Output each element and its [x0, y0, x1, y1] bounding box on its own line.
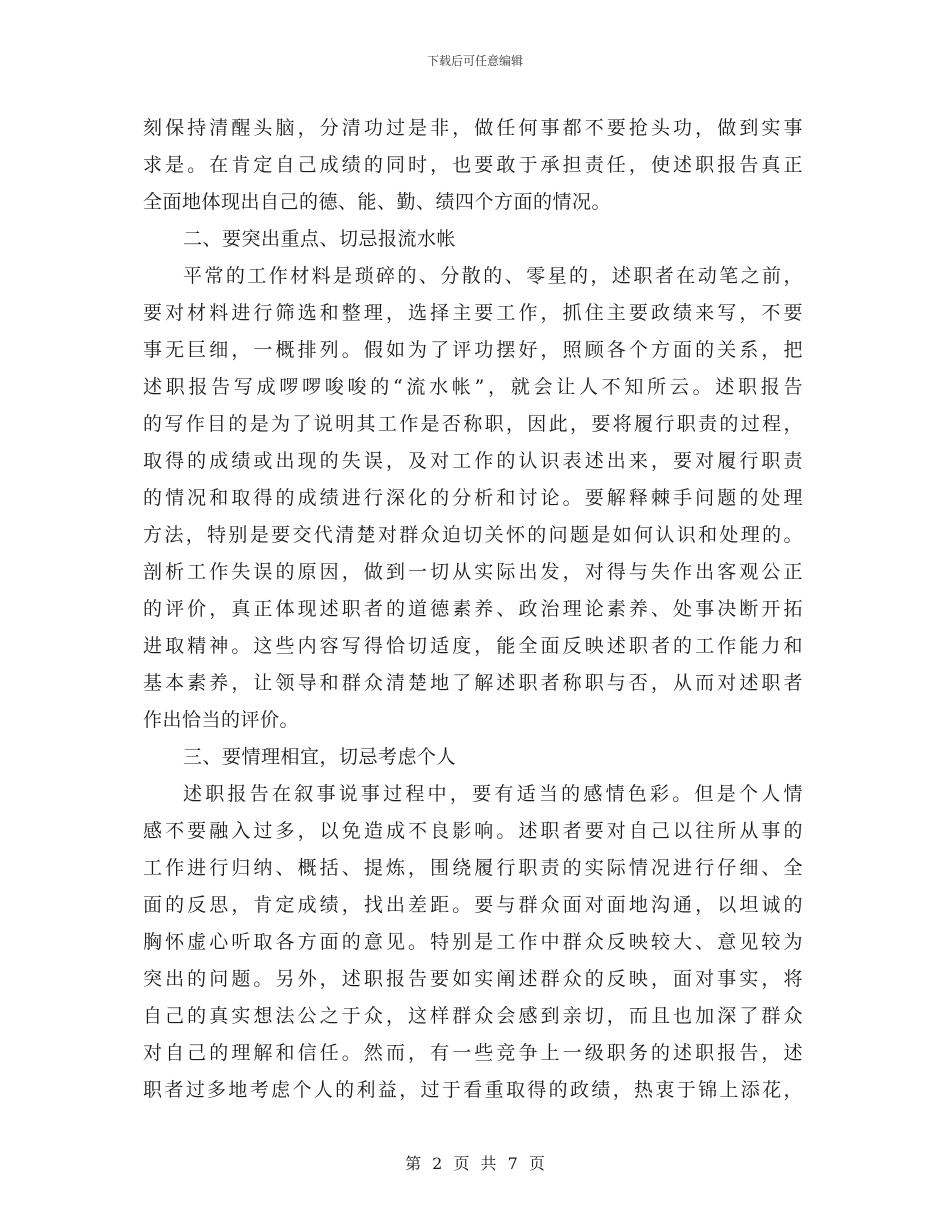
- body-line: 剖析工作失误的原因，做到一切从实际出发，对得与失作出客观公正: [143, 561, 803, 583]
- body-line: 对自己的理解和信任。然而，有一些竞争上一级职务的述职报告，述: [143, 1042, 803, 1064]
- body-line: 的评价，真正体现述职者的道德素养、政治理论素养、处事决断开拓: [143, 598, 803, 620]
- body-line: 感不要融入过多，以免造成不良影响。述职者要对自己以往所从事的: [143, 820, 803, 842]
- body-line: 面的反思，肯定成绩，找出差距。要与群众面对面地沟通，以坦诚的: [143, 894, 803, 916]
- body-line: 求是。在肯定自己成绩的同时，也要敢于承担责任，使述职报告真正: [143, 154, 803, 176]
- body-line: 职者过多地考虑个人的利益，过于看重取得的政绩，热衷于锦上添花，: [143, 1079, 803, 1101]
- page-number: 第 2 页 共 7 页: [405, 1154, 545, 1173]
- section-heading: 二、要突出重点、切忌报流水帐: [183, 228, 457, 250]
- body-line: 述职报告在叙事说事过程中，要有适当的感情色彩。但是个人情: [183, 783, 803, 805]
- body-line: 平常的工作材料是琐碎的、分散的、零星的，述职者在动笔之前，: [183, 265, 803, 287]
- section-heading: 三、要情理相宜，切忌考虑个人: [183, 746, 457, 768]
- page-header: 下载后可任意编辑: [426, 54, 523, 68]
- document-body: [143, 110, 803, 1109]
- body-line: 胸怀虚心听取各方面的意见。特别是工作中群众反映较大、意见较为: [143, 931, 803, 953]
- body-line: 突出的问题。另外，述职报告要如实阐述群众的反映，面对事实，将: [143, 968, 803, 990]
- body-line: 基本素养，让领导和群众清楚地了解述职者称职与否，从而对述职者: [143, 672, 803, 694]
- body-line: 的写作目的是为了说明其工作是否称职，因此，要将履行职责的过程，: [143, 413, 803, 435]
- body-line: 工作进行归纳、概括、提炼，围绕履行职责的实际情况进行仔细、全: [143, 857, 803, 879]
- body-line: 的情况和取得的成绩进行深化的分析和讨论。要解释棘手问题的处理: [143, 487, 803, 509]
- body-line: 述职报告写成啰啰唆唆的“流水帐”，就会让人不知所云。述职报告: [143, 376, 803, 398]
- body-line: 作出恰当的评价。: [143, 709, 300, 731]
- body-line: 刻保持清醒头脑，分清功过是非，做任何事都不要抢头功，做到实事: [143, 117, 803, 139]
- body-line: 取得的成绩或出现的失误，及对工作的认识表述出来，要对履行职责: [143, 450, 803, 472]
- body-line: 事无巨细，一概排列。假如为了评功摆好，照顾各个方面的关系，把: [143, 339, 803, 361]
- body-line: 全面地体现出自己的德、能、勤、绩四个方面的情况。: [143, 191, 612, 213]
- body-line: 进取精神。这些内容写得恰切适度，能全面反映述职者的工作能力和: [143, 635, 803, 657]
- body-line: 要对材料进行筛选和整理，选择主要工作，抓住主要政绩来写，不要: [143, 302, 803, 324]
- body-line: 方法，特别是要交代清楚对群众迫切关怀的问题是如何认识和处理的。: [143, 524, 803, 546]
- body-line: 自己的真实想法公之于众，这样群众会感到亲切，而且也加深了群众: [143, 1005, 803, 1027]
